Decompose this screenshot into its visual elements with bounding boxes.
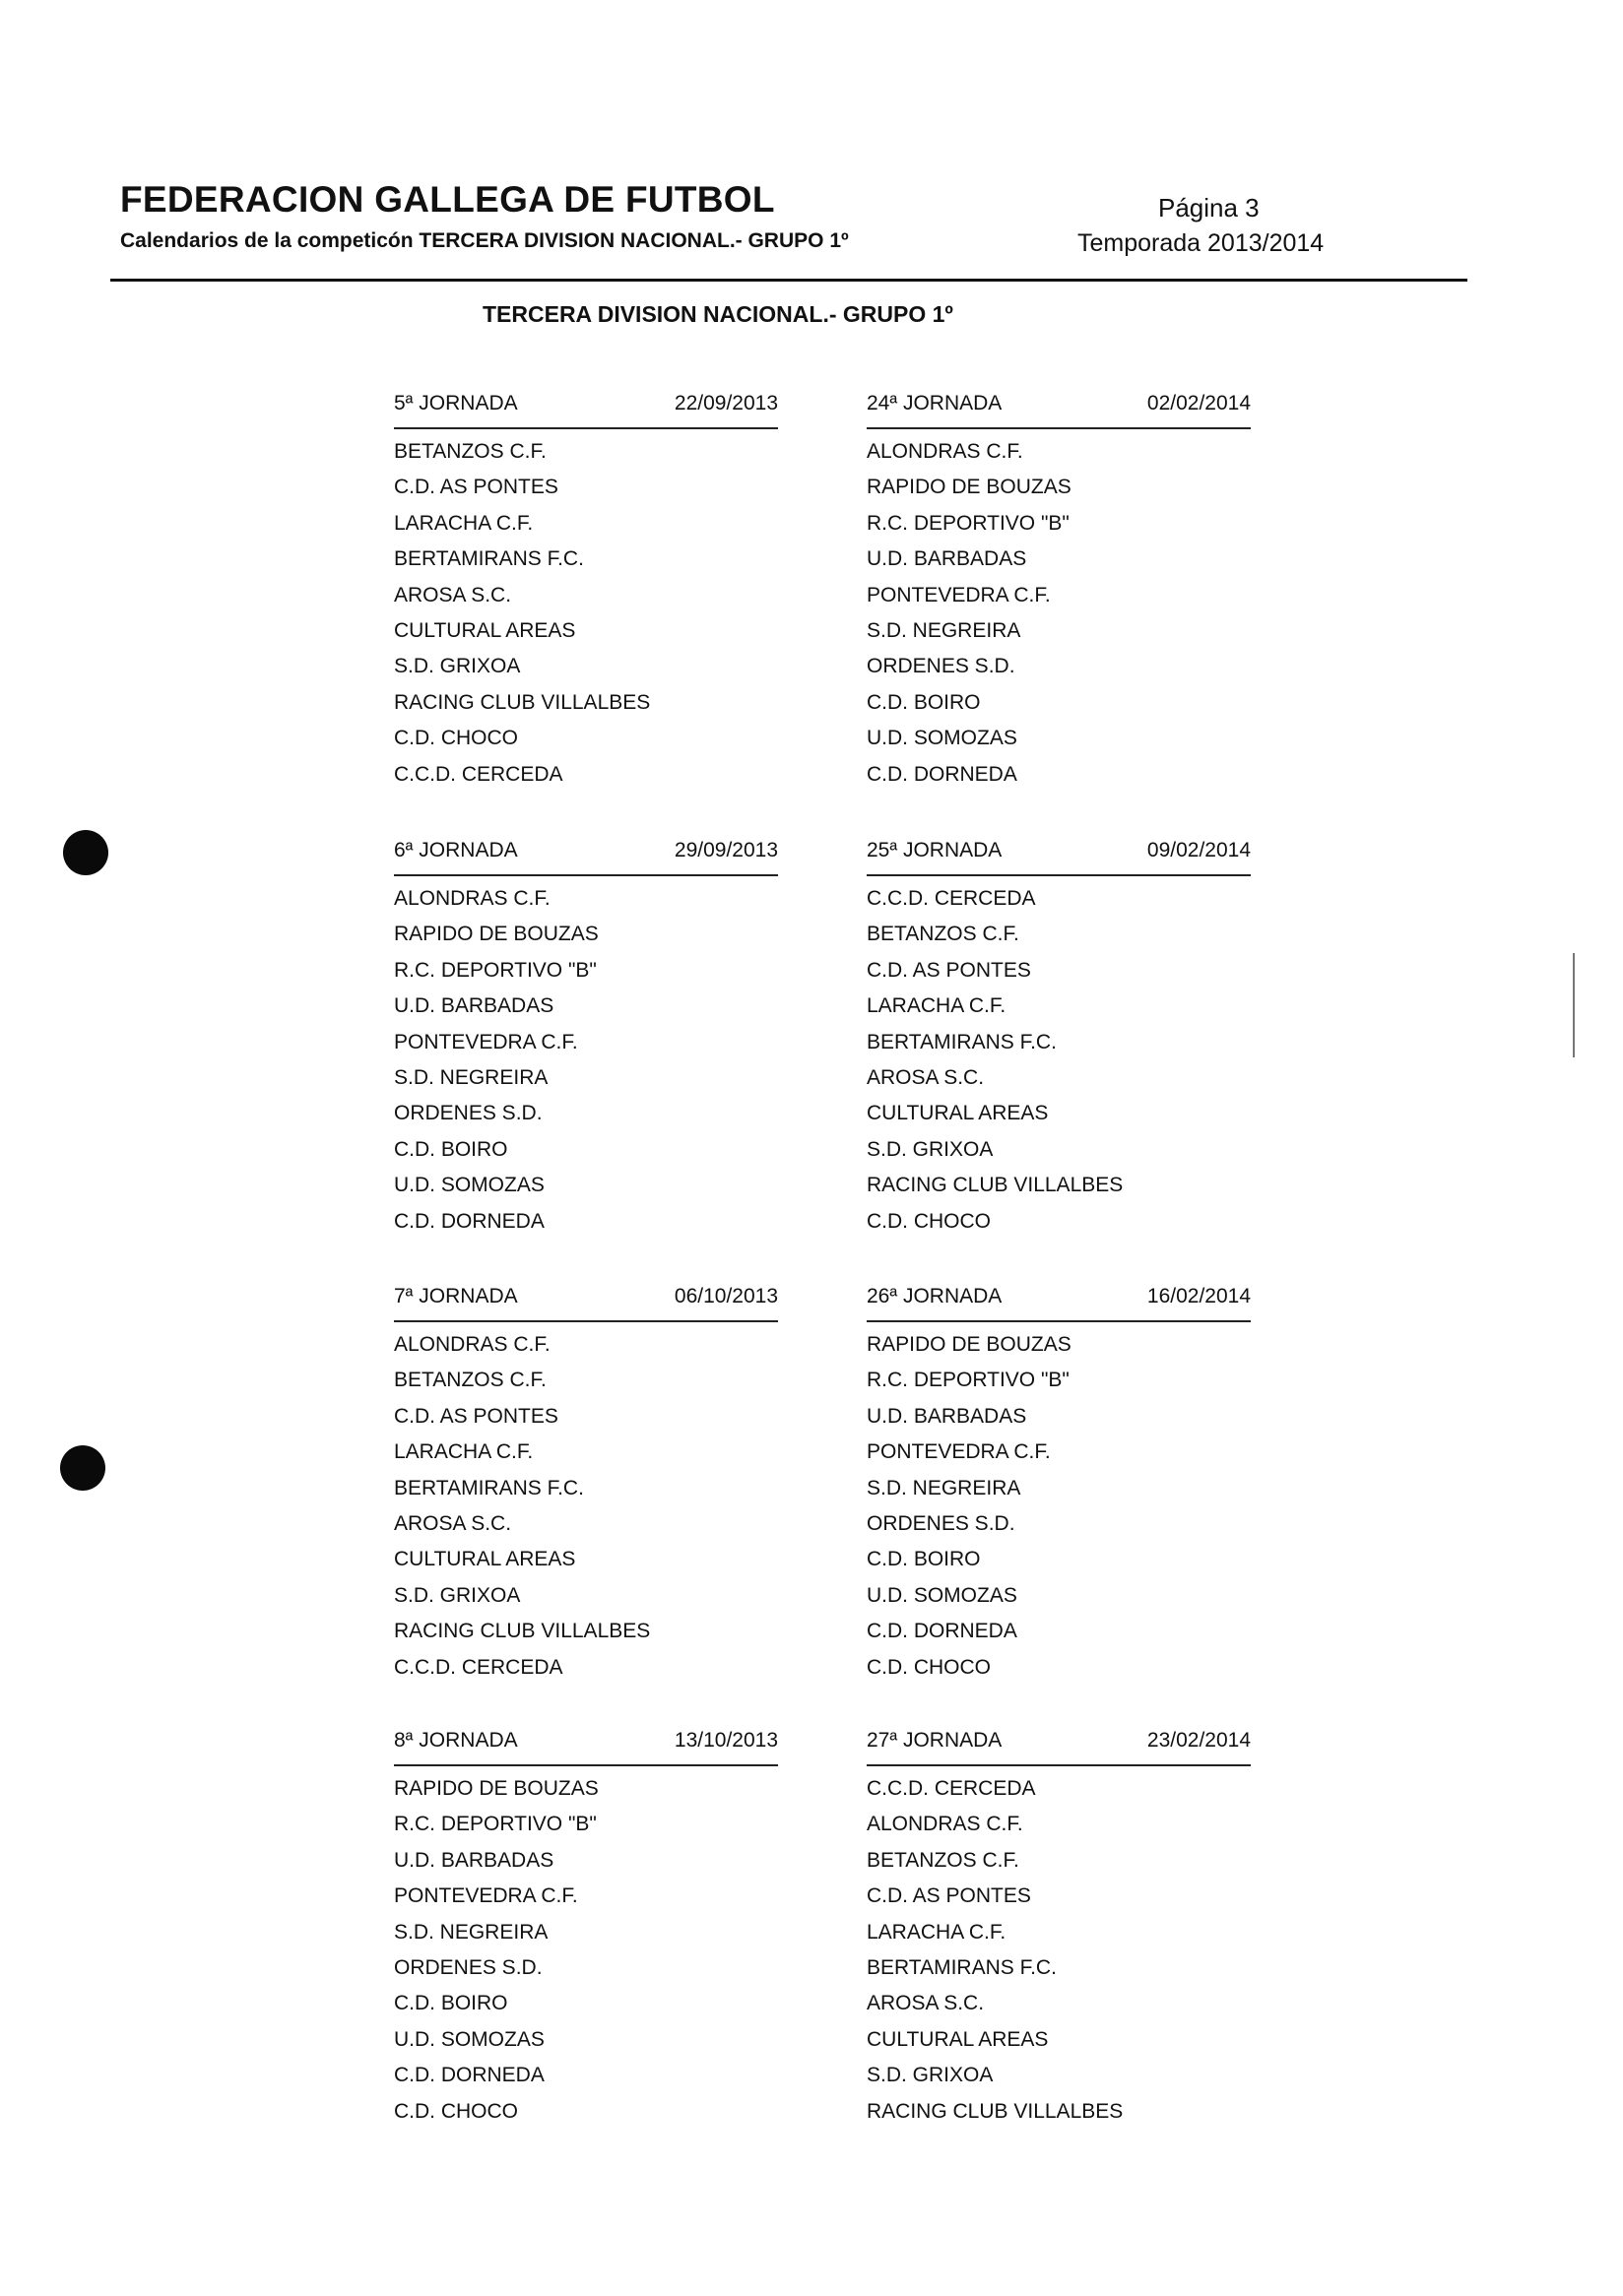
team-name: ORDENES S.D. xyxy=(867,1511,1015,1535)
team-name: PONTEVEDRA C.F. xyxy=(867,583,1051,606)
team-name: C.D. AS PONTES xyxy=(867,958,1031,982)
team-name: RACING CLUB VILLALBES xyxy=(394,690,651,714)
team-name: LARACHA C.F. xyxy=(867,994,1006,1018)
round-block xyxy=(867,1729,1251,2133)
team-name: S.D. GRIXOA xyxy=(394,655,521,678)
team-name: C.C.D. CERCEDA xyxy=(867,1777,1036,1800)
team-name: U.D. SOMOZAS xyxy=(394,1174,545,1197)
team-name: RAPIDO DE BOUZAS xyxy=(867,476,1071,499)
round-label: 8ª JORNADA xyxy=(394,1729,518,1752)
team-name: R.C. DEPORTIVO "B" xyxy=(867,511,1070,535)
team-name: ALONDRAS C.F. xyxy=(867,1813,1023,1836)
team-name: LARACHA C.F. xyxy=(394,1440,534,1464)
team-name: U.D. BARBADAS xyxy=(867,547,1027,571)
page-number: Página 3 xyxy=(1158,193,1260,223)
team-name: ORDENES S.D. xyxy=(867,655,1015,678)
team-name: RACING CLUB VILLALBES xyxy=(867,1174,1124,1197)
round-date: 06/10/2013 xyxy=(674,1285,778,1307)
round-label: 27ª JORNADA xyxy=(867,1729,1003,1752)
team-name: S.D. NEGREIRA xyxy=(867,618,1021,642)
team-name: S.D. NEGREIRA xyxy=(394,1065,549,1089)
team-name: CULTURAL AREAS xyxy=(394,618,576,642)
round-header xyxy=(867,1729,1251,1766)
team-list xyxy=(867,884,1251,1243)
round-block xyxy=(394,839,778,1243)
team-name: RAPIDO DE BOUZAS xyxy=(394,1777,599,1800)
round-date: 22/09/2013 xyxy=(674,392,778,415)
season-label: Temporada 2013/2014 xyxy=(1077,229,1325,257)
team-name: U.D. BARBADAS xyxy=(394,994,554,1018)
team-name: CULTURAL AREAS xyxy=(867,2027,1049,2051)
team-name: C.D. CHOCO xyxy=(394,2099,518,2123)
team-name: BETANZOS C.F. xyxy=(394,1369,547,1392)
round-header xyxy=(394,392,778,429)
team-list xyxy=(394,1330,778,1689)
team-name: C.D. BOIRO xyxy=(867,690,981,714)
team-name: AROSA S.C. xyxy=(867,1065,985,1089)
team-name: PONTEVEDRA C.F. xyxy=(394,1884,578,1908)
team-name: C.D. CHOCO xyxy=(867,1655,991,1679)
round-header xyxy=(394,1285,778,1322)
team-name: BETANZOS C.F. xyxy=(867,923,1019,946)
team-name: C.D. AS PONTES xyxy=(394,1404,558,1428)
round-header xyxy=(867,839,1251,876)
team-name: C.D. AS PONTES xyxy=(394,476,558,499)
round-label: 5ª JORNADA xyxy=(394,392,518,415)
team-name: PONTEVEDRA C.F. xyxy=(394,1030,578,1053)
team-name: C.C.D. CERCEDA xyxy=(394,1655,563,1679)
team-name: BERTAMIRANS F.C. xyxy=(867,1030,1057,1053)
team-name: PONTEVEDRA C.F. xyxy=(867,1440,1051,1464)
round-header xyxy=(394,1729,778,1766)
team-name: RAPIDO DE BOUZAS xyxy=(867,1333,1071,1356)
round-block xyxy=(867,392,1251,796)
team-name: C.D. DORNEDA xyxy=(394,2064,545,2087)
team-name: C.C.D. CERCEDA xyxy=(867,887,1036,910)
team-name: S.D. NEGREIRA xyxy=(867,1476,1021,1499)
round-block xyxy=(394,1285,778,1689)
round-header xyxy=(867,392,1251,429)
round-block xyxy=(394,392,778,796)
team-name: C.D. AS PONTES xyxy=(867,1884,1031,1908)
team-name: AROSA S.C. xyxy=(394,583,512,606)
team-name: RAPIDO DE BOUZAS xyxy=(394,923,599,946)
round-label: 6ª JORNADA xyxy=(394,839,518,861)
team-name: C.D. CHOCO xyxy=(867,1209,991,1233)
competition-subtitle: Calendarios de la competicón TERCERA DIVISION NACIONAL.- GRUPO 1º xyxy=(120,229,849,252)
team-name: LARACHA C.F. xyxy=(394,511,534,535)
team-name: LARACHA C.F. xyxy=(867,1920,1006,1944)
team-name: AROSA S.C. xyxy=(394,1511,512,1535)
round-date: 13/10/2013 xyxy=(674,1729,778,1752)
team-name: ALONDRAS C.F. xyxy=(394,887,551,910)
team-list xyxy=(867,437,1251,796)
team-name: C.D. DORNEDA xyxy=(394,1209,545,1233)
team-list xyxy=(394,437,778,796)
team-list xyxy=(394,884,778,1243)
team-name: R.C. DEPORTIVO "B" xyxy=(394,1813,597,1836)
team-name: BETANZOS C.F. xyxy=(867,1848,1019,1872)
team-list xyxy=(867,1774,1251,2133)
round-header xyxy=(394,839,778,876)
header-divider xyxy=(110,279,1467,282)
team-name: R.C. DEPORTIVO "B" xyxy=(867,1369,1070,1392)
team-name: BERTAMIRANS F.C. xyxy=(867,1955,1057,1979)
team-name: BERTAMIRANS F.C. xyxy=(394,1476,584,1499)
round-block xyxy=(394,1729,778,2133)
team-name: R.C. DEPORTIVO "B" xyxy=(394,958,597,982)
team-name: RACING CLUB VILLALBES xyxy=(394,1620,651,1643)
round-date: 02/02/2014 xyxy=(1146,392,1251,415)
team-name: C.D. BOIRO xyxy=(394,1137,508,1161)
team-name: ORDENES S.D. xyxy=(394,1955,543,1979)
team-name: C.D. DORNEDA xyxy=(867,762,1017,786)
scan-artifact xyxy=(1573,953,1575,1057)
team-name: U.D. BARBADAS xyxy=(867,1404,1027,1428)
round-block xyxy=(867,1285,1251,1689)
team-name: C.D. CHOCO xyxy=(394,727,518,750)
team-name: U.D. SOMOZAS xyxy=(867,1583,1017,1607)
team-name: C.C.D. CERCEDA xyxy=(394,762,563,786)
round-label: 25ª JORNADA xyxy=(867,839,1003,861)
round-date: 23/02/2014 xyxy=(1146,1729,1251,1752)
punch-hole xyxy=(60,1445,105,1491)
team-name: AROSA S.C. xyxy=(867,1992,985,2015)
team-name: U.D. SOMOZAS xyxy=(394,2027,545,2051)
team-list xyxy=(867,1330,1251,1689)
round-date: 09/02/2014 xyxy=(1146,839,1251,861)
round-label: 24ª JORNADA xyxy=(867,392,1003,415)
team-name: U.D. BARBADAS xyxy=(394,1848,554,1872)
team-name: CULTURAL AREAS xyxy=(394,1548,576,1571)
round-date: 16/02/2014 xyxy=(1146,1285,1251,1307)
team-name: BETANZOS C.F. xyxy=(394,440,547,463)
team-name: S.D. GRIXOA xyxy=(867,1137,994,1161)
team-name: ALONDRAS C.F. xyxy=(394,1333,551,1356)
team-name: S.D. NEGREIRA xyxy=(394,1920,549,1944)
team-name: C.D. BOIRO xyxy=(867,1548,981,1571)
round-header xyxy=(867,1285,1251,1322)
team-name: U.D. SOMOZAS xyxy=(867,727,1017,750)
round-date: 29/09/2013 xyxy=(674,839,778,861)
team-name: ORDENES S.D. xyxy=(394,1102,543,1125)
team-name: S.D. GRIXOA xyxy=(394,1583,521,1607)
team-name: S.D. GRIXOA xyxy=(867,2064,994,2087)
round-block xyxy=(867,839,1251,1243)
team-list xyxy=(394,1774,778,2133)
team-name: ALONDRAS C.F. xyxy=(867,440,1023,463)
team-name: CULTURAL AREAS xyxy=(867,1102,1049,1125)
federation-title: FEDERACION GALLEGA DE FUTBOL xyxy=(120,179,775,220)
round-label: 7ª JORNADA xyxy=(394,1285,518,1307)
team-name: C.D. DORNEDA xyxy=(867,1620,1017,1643)
team-name: BERTAMIRANS F.C. xyxy=(394,547,584,571)
punch-hole xyxy=(63,830,108,875)
section-title: TERCERA DIVISION NACIONAL.- GRUPO 1º xyxy=(483,301,953,327)
round-label: 26ª JORNADA xyxy=(867,1285,1003,1307)
team-name: C.D. BOIRO xyxy=(394,1992,508,2015)
team-name: RACING CLUB VILLALBES xyxy=(867,2099,1124,2123)
